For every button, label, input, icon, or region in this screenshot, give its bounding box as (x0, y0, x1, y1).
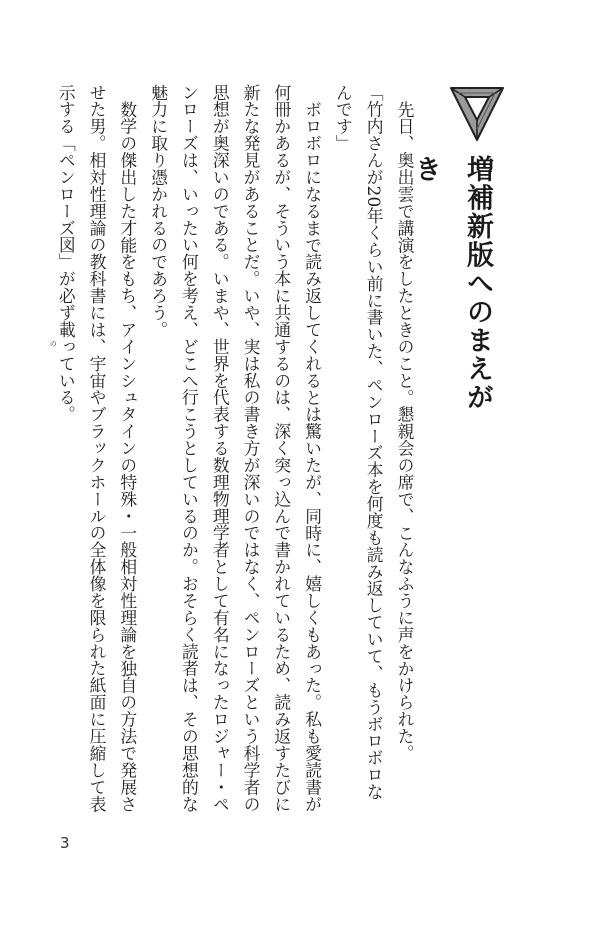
paragraph-2-quote: 「竹内さんが20年くらい前に書いた、ペンローズ本を何度も読み返していて、もうボロボロなんです」 (333, 84, 385, 801)
ruby-base-char: 載 の (49, 321, 77, 348)
ruby-furigana: の (49, 339, 58, 348)
paragraph-4-text: 数学の傑出した才能をもち、アインシュタインの特殊・一般相対性理論を独自の方法で発展させた男。相対性理論の教科書には、宇宙やブラックホールの全体像を限られた紙面に圧縮して表示する「ペンローズ図」が必ず (56, 84, 138, 813)
penrose-triangle-icon (448, 84, 506, 144)
paragraph-4-tail: っている。 (56, 338, 77, 423)
paragraph-3: ボロボロになるまで読み返してくれるとは驚いたが、同時に、嬉しくもあった。私も愛読書が何冊かあるが、そういう本に共通するのは、深く突っ込んで書かれているため、読み返すたびに新たな発見があることだ。いや、実は私の書き方が深いのではなく、ペンローズという科学者の思想が奥深いのである。いまや、世界を代表する数理物理学者として有名になったロジャー・ペンローズは、いったい何を考え、どこへ行こうとしているのか。おそらく読者は、その思想的な魅力に取り憑かれるのであろう。 (148, 84, 323, 813)
page-heading: 増補新版へのまえがき (410, 155, 493, 412)
paragraph-1: 先日、奥出雲で講演をしたときのこと。懇親会の席で、こんなふうに声をかけられた。 (395, 100, 415, 762)
page-number: 3 (60, 834, 70, 852)
body-text (49, 84, 420, 814)
paragraph-4 (50, 84, 142, 814)
